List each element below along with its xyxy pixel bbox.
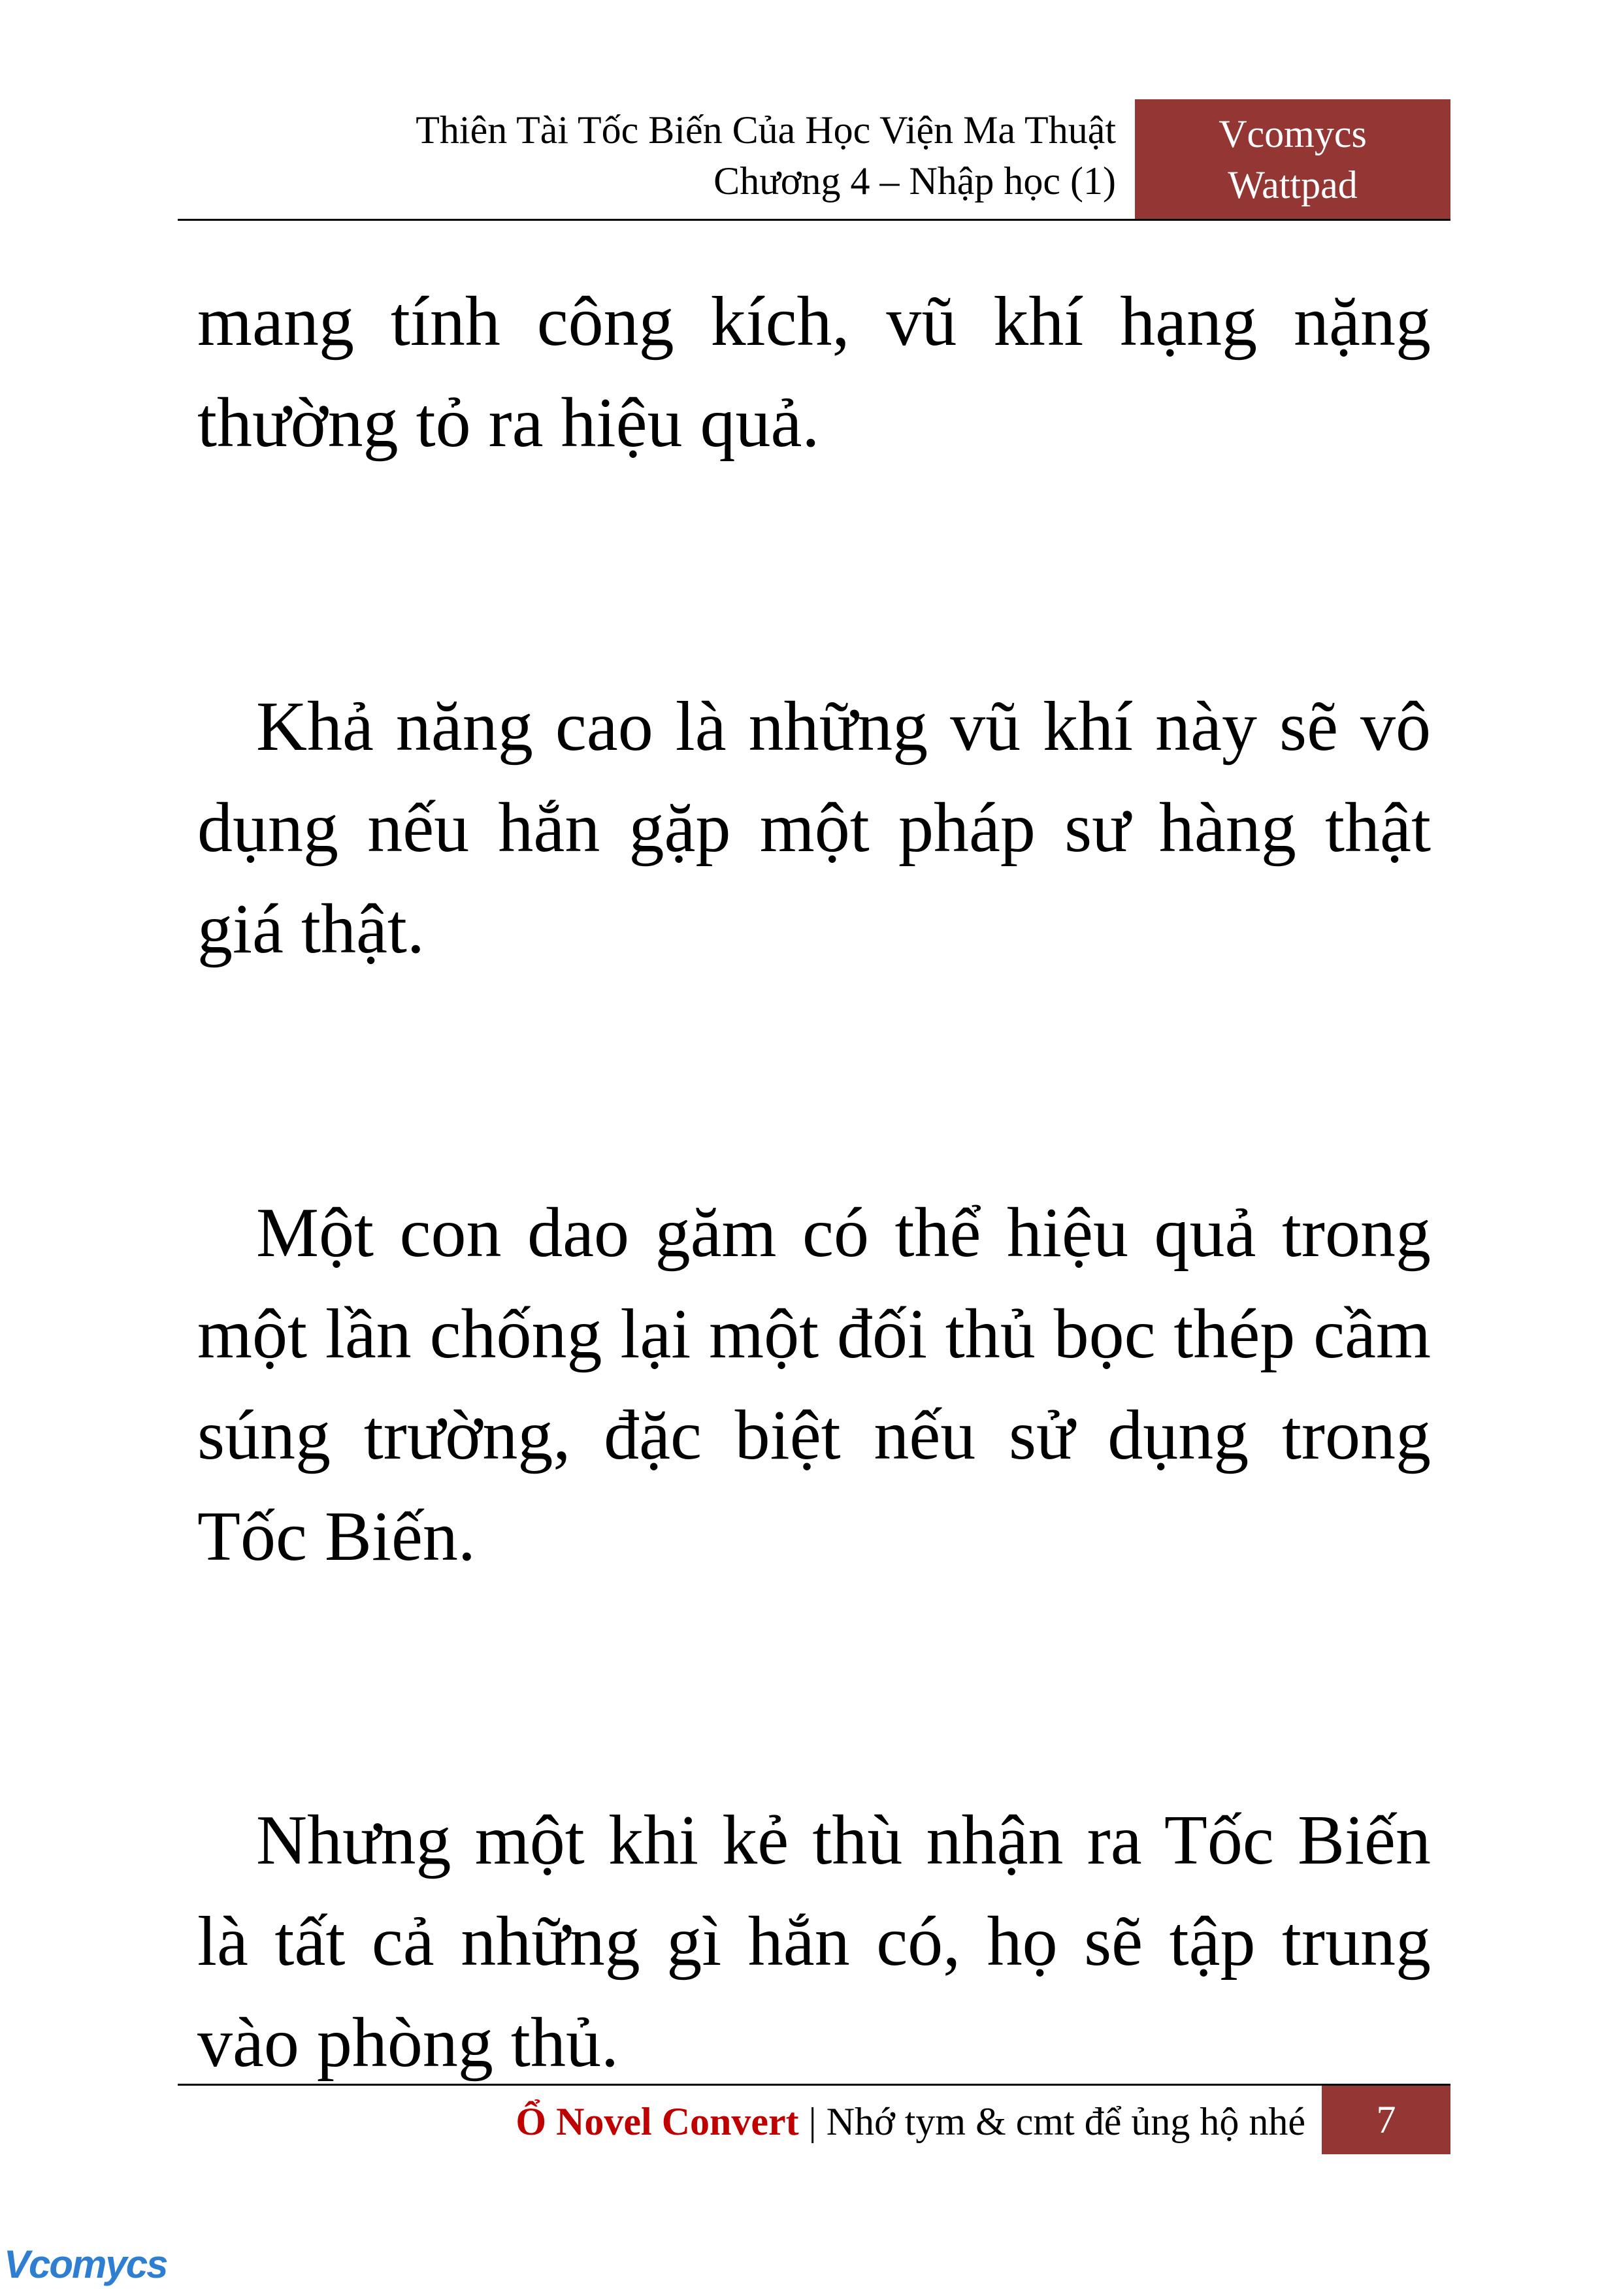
book-title: Thiên Tài Tốc Biến Của Học Viện Ma Thuật [416, 108, 1116, 152]
chapter-title: Chương 4 – Nhập học (1) [713, 159, 1116, 202]
badge-publisher: Vcomycs [1219, 112, 1367, 155]
watermark-logo: Vcomycs [4, 2242, 167, 2286]
running-footer [129, 2095, 1305, 2148]
page-number: 7 [1322, 2086, 1450, 2154]
running-header [136, 105, 1116, 206]
footer-brand: Ổ Novel Convert [516, 2100, 799, 2143]
paragraph: Một con dao găm có thể hiệu quả trong một lần chống lại một đối thủ bọc thép cầm súng trường, đặc biệt nếu sử dụng trong Tốc Biến. [197, 1194, 1431, 1576]
footer-message: Nhớ tym & cmt để ủng hộ nhé [826, 2100, 1305, 2143]
badge-platform: Wattpad [1228, 163, 1358, 206]
paragraph: Nhưng một khi kẻ thù nhận ra Tốc Biến là tất cả những gì hắn có, họ sẽ tập trung vào phòng thủ. [197, 1802, 1431, 2082]
footer-divider [178, 2084, 1450, 2086]
header-divider [178, 219, 1450, 221]
paragraph: Khả năng cao là những vũ khí này sẽ vô dụng nếu hắn gặp một pháp sư hàng thật giá thật. [197, 688, 1431, 968]
paragraph-continuation: mang tính công kích, vũ khí hạng nặng thường tỏ ra hiệu quả. [197, 283, 1431, 462]
page-body [197, 271, 1431, 2296]
footer-separator: | [798, 2100, 827, 2143]
source-badge [1135, 99, 1450, 219]
